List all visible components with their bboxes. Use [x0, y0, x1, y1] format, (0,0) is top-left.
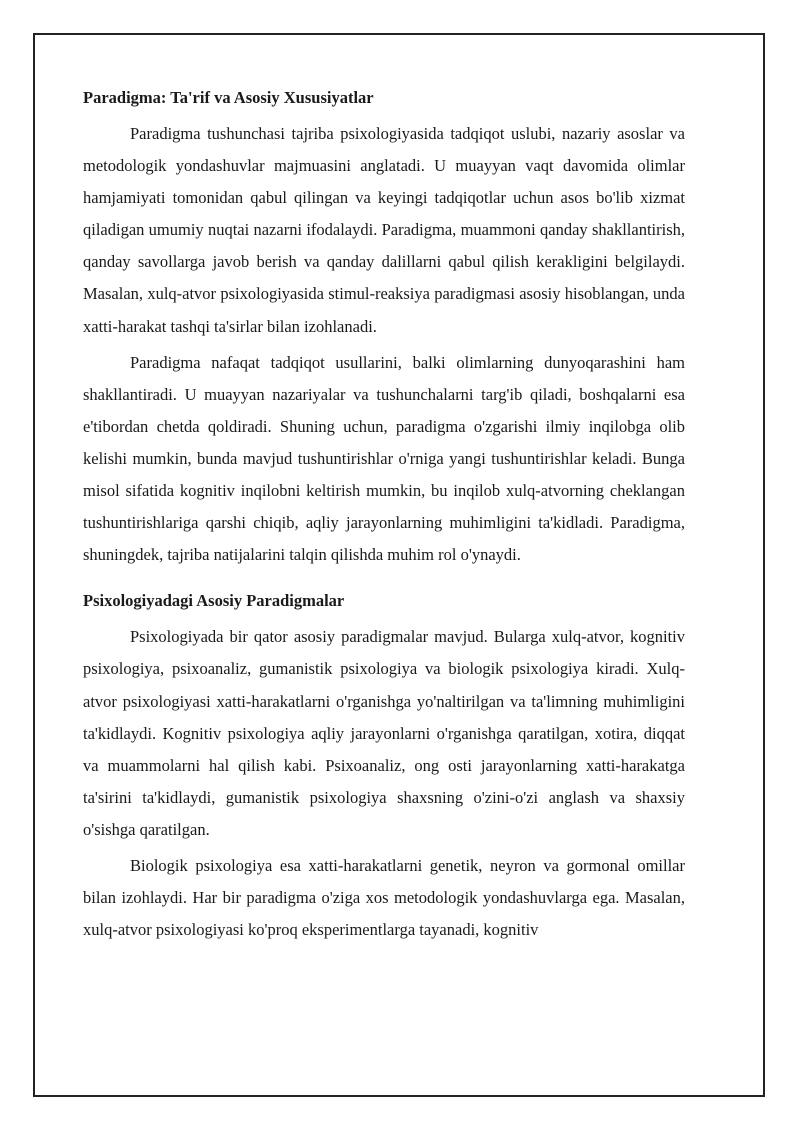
section-heading-definition: Paradigma: Ta'rif va Asosiy Xususiyatlar — [83, 88, 374, 107]
document-body — [83, 86, 685, 950]
paragraph: Paradigma tushunchasi tajriba psixologiyasida tadqiqot uslubi, nazariy asoslar va metodologik yondashuvlar majmuasini anglatadi. U muayyan vaqt davomida olimlar hamjamiyati tomonidan qabul qilingan va keyingi tadqiqotlar uchun asos bo'lib xizmat qiladigan umumiy nuqtai nazarni ifodalaydi. Paradigma, muammoni qanday shakllantirish, qanday savollarga javob berish va qanday dalillarni qabul qilish kerakligini belgilaydi. Masalan, xulq-atvor psixologiyasida stimul-reaksiya paradigmasi asosiy hisoblangan, unda xatti-harakat tashqi ta'sirlar bilan izohlanadi. — [83, 124, 685, 336]
paragraph: Psixologiyada bir qator asosiy paradigmalar mavjud. Bularga xulq-atvor, kognitiv psixologiya, psixoanaliz, gumanistik psixologiya va biologik psixologiya kiradi. Xulq-atvor psixologiyasi xatti-harakatlarni o'rganishga yo'naltirilgan va ta'limning muhimligini ta'kidlaydi. Kognitiv psixologiya aqliy jarayonlarni o'rganishga qaratilgan, xotira, diqqat va muammolarni hal qilish kabi. Psixoanaliz, ong osti jarayonlarning xatti-harakatga ta'sirini ta'kidlaydi, gumanistik psixologiya shaxsning o'zini-o'zi anglash va shaxsiy o'sishga qaratilgan. — [83, 627, 685, 839]
section-heading-main-paradigms: Psixologiyadagi Asosiy Paradigmalar — [83, 591, 345, 611]
paragraph: Biologik psixologiya esa xatti-harakatlarni genetik, neyron va gormonal omillar bilan izohlaydi. Har bir paradigma o'ziga xos metodologik yondashuvlarga ega. Masalan, xulq-atvor psixologiyasi ko'proq eksperimentlarga tayanadi, kognitiv — [83, 855, 685, 940]
paragraph: Paradigma nafaqat tadqiqot usullarini, balki olimlarning dunyoqarashini ham shakllantiradi. U muayyan nazariyalar va tushunchalarni targ'ib qiladi, boshqalarni esa e'tibordan chetda qoldiradi. Shuning uchun, paradigma o'zgarishi ilmiy inqilobga olib kelishi mumkin, bunda mavjud tushuntirishlar o'rniga yangi tushuntirishlar keladi. Bunga misol sifatida kognitiv inqilobni keltirish mumkin, bu inqilob xulq-atvorning cheklangan tushuntirishlariga qarshi chiqib, aqliy jarayonlarning muhimligini ta'kidladi. Paradigma, shuningdek, tajriba natijalarini talqin qilishda muhim rol o'ynaydi. — [83, 352, 685, 565]
